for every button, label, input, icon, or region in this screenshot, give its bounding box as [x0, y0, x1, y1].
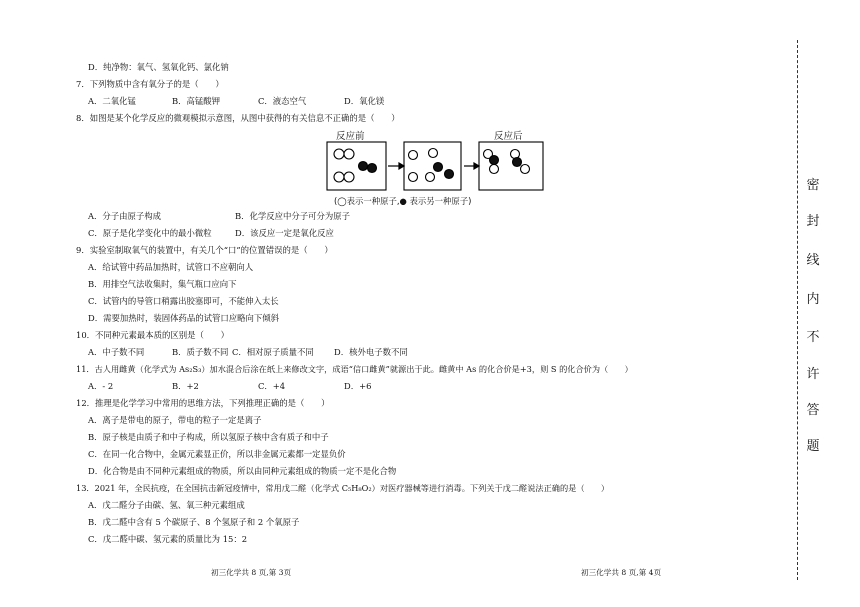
question-11: 11．古人用雌黄（化学式为 As₂S₃）加水混合后涂在纸上来修改文字，成语“信口雌黄”就源出于此。雌黄中 As 的化合价是+3，则 S 的化合价为（ ）: [76, 364, 633, 374]
q8-option-a: A．分子由原子构成: [88, 211, 162, 221]
q8-option-b: B．化学反应中分子可分为原子: [235, 211, 351, 221]
footer-page-4: 初三化学共 8 页,第 4页: [581, 568, 662, 577]
reaction-diagram: [322, 138, 552, 194]
q12-option-b: B．原子核是由质子和中子构成，所以氢原子核中含有质子和中子: [88, 432, 329, 442]
q12-option-d: D．化合物是由不同种元素组成的物质，所以由同种元素组成的物质一定不是化合物: [88, 466, 397, 476]
q10-option-b: B．质子数不同: [172, 347, 229, 357]
question-9: 9．实验室制取氧气的装置中，有关几个“口”的位置错误的是（ ）: [76, 245, 333, 255]
q8-option-d: D．该反应一定是氧化反应: [235, 228, 334, 238]
diagram-legend: (◯表示一种原子,● 表示另一种原子): [334, 196, 472, 206]
q9-option-a: A．给试管中药品加热时，试管口不应朝向人: [88, 262, 254, 272]
q7-option-c: C．液态空气: [258, 96, 307, 106]
seal-char-3: 线: [806, 253, 820, 268]
seal-char-8: 题: [806, 439, 820, 454]
q7-option-d: D．氧化镁: [344, 96, 385, 106]
middle-box: [404, 142, 461, 190]
q11-option-d: D．+6: [344, 381, 372, 391]
question-12: 12．推理是化学学习中常用的思维方法，下列推理正确的是（ ）: [76, 398, 330, 408]
question-7: 7．下列物质中含有氧分子的是（ ）: [76, 79, 224, 89]
arrow-2: [464, 163, 479, 169]
q10-option-c: C．相对原子质量不同: [232, 347, 314, 357]
q9-option-b: B．用排空气法收集时，集气瓶口应向下: [88, 279, 237, 289]
seal-dashed-line: [797, 40, 798, 580]
question-8: 8．如图是某个化学反应的微观模拟示意图，从图中获得的有关信息不正确的是（ ）: [76, 113, 400, 123]
q10-option-a: A．中子数不同: [88, 347, 145, 357]
q13-option-c: C．戊二醛中碳、氢元素的质量比为 15：2: [88, 534, 248, 544]
seal-char-1: 密: [806, 178, 820, 193]
footer-page-3: 初三化学共 8 页,第 3页: [211, 568, 292, 577]
after-box: [479, 142, 543, 190]
question-10: 10．不同种元素最本质的区别是（ ）: [76, 330, 230, 340]
q11-option-c: C．+4: [258, 381, 286, 391]
q13-option-a: A．戊二醛分子由碳、氢、氧三种元素组成: [88, 500, 245, 510]
q11-option-b: B．+2: [172, 381, 199, 391]
q12-option-c: C．在同一化合物中，金属元素显正价，所以非金属元素都一定显负价: [88, 449, 346, 459]
seal-char-2: 封: [806, 214, 820, 229]
question-13: 13．2021 年，全民抗疫，在全国抗击新冠疫情中，常用戊二醛（化学式 C₅H₈O₂）对医疗器械等进行消毒。下列关于戊二醛说法正确的是（ ）: [76, 483, 610, 493]
before-box: [327, 142, 386, 190]
seal-char-6: 许: [806, 367, 820, 382]
q10-option-d: D．核外电子数不同: [334, 347, 408, 357]
after-label: 反应后: [494, 131, 523, 142]
before-label: 反应前: [336, 131, 365, 142]
arrow-1: [388, 163, 404, 169]
seal-char-7: 答: [806, 403, 820, 418]
q9-option-d: D．需要加热时，装固体药品的试管口应略向下倾斜: [88, 313, 279, 323]
q11-option-a: A．- 2: [88, 381, 114, 391]
q9-option-c: C．试管内的导管口稍露出胶塞即可，不能伸入太长: [88, 296, 279, 306]
q8-option-c: C．原子是化学变化中的最小微粒: [88, 228, 212, 238]
q13-option-b: B．戊二醛中含有 5 个碳原子、8 个氢原子和 2 个氧原子: [88, 517, 300, 527]
q12-option-a: A．离子是带电的原子，带电的粒子一定是离子: [88, 415, 262, 425]
q6-option-d: D．纯净物：氧气、氢氧化钙、氯化钠: [88, 62, 229, 72]
seal-char-4: 内: [806, 292, 820, 307]
q7-option-a: A．二氧化锰: [88, 96, 136, 106]
seal-char-5: 不: [806, 330, 820, 345]
q7-option-b: B．高锰酸钾: [172, 96, 221, 106]
